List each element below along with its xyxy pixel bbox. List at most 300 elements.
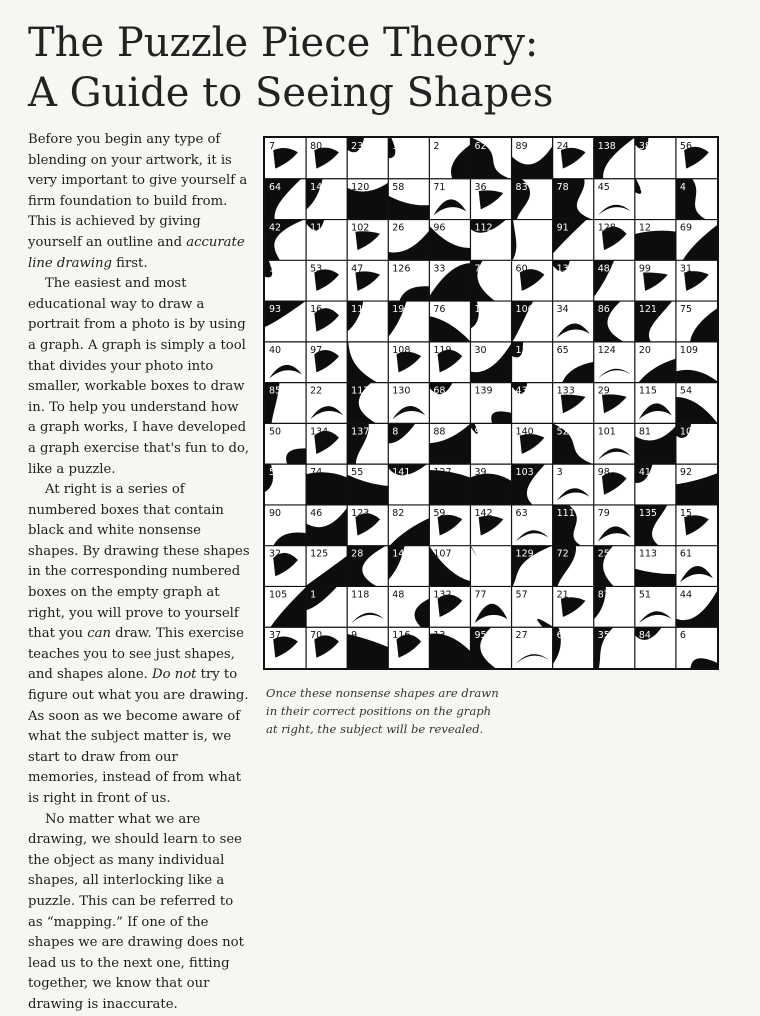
cell-number: 31: [679, 263, 693, 275]
cell-number: 57: [515, 589, 528, 601]
puzzle-cell: [594, 586, 610, 619]
cell-number: 69: [679, 222, 693, 234]
cell-number: 62: [474, 141, 487, 152]
cell-number: 44: [679, 589, 693, 601]
cell-number: 66: [351, 344, 364, 356]
puzzle-cell: [635, 223, 676, 261]
puzzle-cell: [310, 386, 343, 420]
puzzle-cell: [269, 508, 306, 546]
cell-number: 35: [597, 630, 610, 642]
puzzle-cell: [594, 301, 624, 342]
puzzle-cell: [553, 220, 587, 254]
page-title: [28, 18, 553, 118]
cell-number: 38: [638, 141, 651, 152]
puzzle-cell: [516, 589, 553, 627]
puzzle-cell: [429, 223, 470, 261]
cell-number: 4: [679, 181, 686, 193]
puzzle-cell: [516, 426, 545, 454]
nonsense-shape: [635, 569, 676, 587]
puzzle-cell: [553, 546, 576, 587]
cell-number: 96: [433, 222, 446, 234]
cell-number: 91: [556, 222, 569, 234]
puzzle-cell: [470, 220, 506, 234]
cell-number: 117: [351, 385, 370, 397]
puzzle-cell: [347, 546, 386, 587]
puzzle-cell: [638, 345, 676, 383]
cell-number: 68: [433, 385, 446, 397]
cell-number: 47: [351, 263, 364, 275]
puzzle-cell: [310, 141, 339, 169]
puzzle-cell: [310, 630, 339, 658]
puzzle-cell: [470, 343, 511, 383]
puzzle-cell: [676, 467, 717, 505]
cell-number: 21: [556, 589, 569, 601]
cell-number: 90: [269, 507, 282, 519]
puzzle-cell: [433, 141, 470, 179]
cell-number: 50: [269, 426, 282, 438]
nonsense-shape: [273, 532, 306, 545]
puzzle-cell: [474, 508, 503, 536]
cell-number: 24: [556, 141, 569, 152]
cell-number: 110: [310, 222, 329, 234]
nonsense-shape: [433, 199, 466, 215]
puzzle-cell: [433, 508, 462, 536]
nonsense-shape: [475, 604, 508, 623]
puzzle-cell: [347, 182, 388, 220]
cell-number: 137: [351, 426, 370, 438]
cell-number: 84: [638, 630, 651, 642]
puzzle-cell: [347, 630, 388, 668]
puzzle-cell: [429, 424, 470, 465]
paragraph-1-emphasis: accurate line drawing: [28, 234, 245, 271]
cell-number: 23: [351, 141, 364, 152]
cell-number: 102: [351, 222, 370, 234]
cell-number: 141: [392, 467, 411, 479]
puzzle-cell: [306, 508, 347, 546]
puzzle-cell: [598, 426, 631, 460]
puzzle-cell: [347, 342, 377, 383]
cell-number: 72: [556, 548, 569, 560]
puzzle-cell: [512, 301, 534, 342]
cell-number: 98: [597, 467, 610, 479]
puzzle-cell: [676, 179, 706, 220]
cell-number: 60: [515, 263, 528, 275]
cell-number: 133: [556, 385, 575, 397]
nonsense-shape: [479, 190, 504, 209]
cell-number: 112: [474, 222, 493, 234]
nonsense-shape: [635, 231, 676, 261]
cell-number: 28: [351, 548, 364, 560]
cell-number: 9: [351, 630, 358, 642]
cell-number: 67: [556, 630, 569, 642]
nonsense-shape: [690, 658, 717, 668]
puzzle-cell: [557, 589, 586, 617]
cell-number: 92: [679, 467, 693, 479]
puzzle-cell: [310, 426, 339, 454]
puzzle-cell: [598, 345, 631, 379]
cell-number: 140: [515, 426, 534, 438]
puzzle-cell: [557, 345, 594, 383]
puzzle-cell: [512, 383, 528, 397]
cell-number: 119: [433, 344, 452, 356]
cell-number: 78: [556, 181, 569, 193]
cell-number: 131: [556, 263, 575, 275]
cell-number: 71: [433, 181, 446, 193]
cell-number: 83: [515, 181, 528, 193]
puzzle-cell: [347, 301, 369, 332]
cell-number: 113: [638, 548, 657, 560]
puzzle-cell: [512, 179, 531, 220]
nonsense-shape: [429, 316, 470, 342]
puzzle-cell: [680, 630, 717, 668]
puzzle-cell: [594, 546, 614, 587]
puzzle-cell: [635, 301, 672, 342]
puzzle-cell: [433, 345, 462, 373]
cell-number: 123: [351, 507, 370, 519]
cell-number: 97: [310, 344, 323, 356]
puzzle-cell: [680, 223, 717, 261]
cell-number: 53: [310, 263, 323, 275]
cell-number: 7: [269, 141, 276, 152]
puzzle-cell: [635, 627, 662, 641]
nonsense-shape: [676, 397, 717, 423]
puzzle-cell: [392, 630, 421, 658]
puzzle-cell: [594, 138, 634, 179]
puzzle-cell: [389, 508, 429, 546]
nonsense-shape: [602, 394, 627, 413]
cell-number: 51: [638, 589, 651, 601]
cell-number: 108: [392, 344, 411, 356]
puzzle-cell: [265, 179, 301, 220]
cell-number: 52: [556, 426, 569, 438]
puzzle-cell: [265, 260, 281, 277]
puzzle-cell: [474, 386, 511, 424]
puzzle-cell: [676, 345, 717, 383]
puzzle-cell: [470, 260, 495, 301]
puzzle-cell: [265, 301, 306, 327]
puzzle-cell: [351, 508, 380, 536]
puzzle-cell: [557, 141, 586, 169]
cell-number: 17: [474, 548, 487, 560]
nonsense-shape: [598, 526, 631, 541]
puzzle-cell: [516, 508, 549, 542]
cell-number: 20: [638, 344, 651, 356]
nonsense-shape: [537, 619, 552, 627]
puzzle-cell: [392, 386, 425, 420]
puzzle-cell: [429, 263, 470, 301]
puzzle-cell: [557, 386, 586, 414]
puzzle-cell: [553, 179, 593, 220]
puzzle-cell: [598, 223, 627, 251]
cell-number: 37: [269, 630, 282, 642]
puzzle-cell: [598, 386, 627, 414]
cell-number: 81: [638, 426, 651, 438]
paragraph-3: [28, 480, 250, 810]
cell-number: 6: [679, 630, 686, 642]
puzzle-cell: [516, 263, 545, 291]
nonsense-shape: [310, 406, 343, 419]
puzzle-cell: [388, 546, 410, 580]
puzzle-cell: [388, 138, 410, 158]
cell-number: 138: [597, 141, 616, 152]
puzzle-cell: [347, 467, 388, 505]
puzzle-cell: [470, 138, 510, 179]
cell-number: 46: [310, 507, 323, 519]
cell-number: 12: [638, 222, 651, 234]
cell-number: 70: [310, 630, 323, 642]
puzzle-cell: [680, 304, 717, 342]
cell-number: 48: [392, 589, 405, 601]
puzzle-grid: [263, 136, 719, 670]
paragraph-3-middle: draw. This exercise teaches you to see just shapes, and shapes alone.: [28, 626, 244, 683]
cell-number: 129: [515, 548, 534, 560]
cell-number: 15: [679, 507, 693, 519]
nonsense-shape: [598, 205, 631, 216]
puzzle-cell: [598, 508, 631, 542]
cell-number: 103: [515, 467, 534, 479]
nonsense-shape: [269, 365, 302, 379]
puzzle-cell: [470, 627, 495, 668]
puzzle-cell: [306, 549, 347, 587]
cell-number: 114: [351, 304, 370, 316]
puzzle-cell: [429, 383, 452, 397]
cell-number: 89: [515, 141, 528, 152]
puzzle-cell: [347, 423, 369, 464]
paragraph-1-text: Before you begin any type of blending on your artwork, it is very important to give yourself a firm foundation to build from. This is achieved by giving yourself an outline and: [28, 132, 248, 250]
puzzle-cell: [269, 426, 306, 464]
nonsense-shape: [491, 411, 511, 423]
nonsense-shape: [639, 403, 672, 419]
puzzle-cell: [639, 263, 668, 291]
paragraph-1: [28, 130, 250, 274]
nonsense-shape: [516, 654, 549, 664]
cell-number: 36: [474, 181, 487, 193]
cell-number: 86: [597, 304, 610, 316]
puzzle-cell: [265, 464, 275, 492]
cell-number: 121: [638, 304, 657, 316]
paragraph-2: The easiest and most educational way to draw a portrait from a photo is by using a graph. A graph is simply a tool that divides your photo into smaller, workable boxes to draw in. To help you understand how a graph works, I have developed a graph exercise that's fun to do, like a puzzle.: [28, 276, 250, 477]
puzzle-cell: [306, 220, 328, 234]
cell-number: 41: [638, 467, 651, 479]
puzzle-cell: [557, 304, 590, 338]
nonsense-shape: [562, 362, 594, 383]
puzzle-cell: [310, 345, 339, 373]
cell-number: 76: [433, 304, 446, 316]
cell-number: 132: [433, 589, 452, 601]
cell-number: 109: [679, 344, 699, 356]
puzzle-cell: [553, 260, 575, 274]
cell-number: 94: [474, 426, 487, 438]
nonsense-shape: [638, 359, 676, 383]
puzzle-cell: [388, 182, 429, 220]
puzzle-cell: [553, 505, 581, 546]
puzzle-cell: [388, 223, 429, 261]
cell-number: 122: [474, 304, 493, 316]
puzzle-cell: [516, 630, 549, 664]
cell-number: 8: [392, 426, 399, 438]
puzzle-cell: [680, 263, 709, 291]
puzzle-cell: [553, 627, 569, 664]
cell-number: 101: [597, 426, 616, 438]
puzzle-cell: [351, 223, 380, 251]
nonsense-shape: [388, 196, 429, 220]
puzzle-cell: [635, 549, 676, 587]
cell-number: 3: [556, 467, 563, 479]
puzzle-cell: [429, 467, 470, 505]
title-line-1: The Puzzle Piece Theory:: [28, 20, 539, 66]
cell-number: 73: [474, 263, 487, 275]
nonsense-shape: [557, 488, 590, 501]
cell-number: 142: [474, 507, 493, 519]
puzzle-cell: [392, 589, 429, 627]
puzzle-cell: [557, 467, 590, 501]
paragraph-1-end: first.: [111, 255, 148, 271]
puzzle-cell: [635, 505, 668, 546]
cell-number: 29: [597, 385, 610, 397]
puzzle-cell: [676, 423, 692, 438]
nonsense-shape: [388, 230, 429, 260]
paragraph-3-emphasis-can: can: [87, 626, 111, 642]
cell-number: 82: [392, 507, 405, 519]
cell-number: 106: [515, 304, 534, 316]
nonsense-shape: [306, 556, 347, 587]
title-line-2: A Guide to Seeing Shapes: [28, 70, 554, 116]
cell-number: 127: [433, 467, 452, 479]
cell-number: 111: [556, 507, 575, 519]
nonsense-shape: [561, 395, 586, 414]
puzzle-cell: [470, 423, 486, 437]
puzzle-cell: [269, 141, 298, 169]
cell-number: 14: [310, 181, 323, 193]
puzzle-cell: [310, 304, 339, 332]
puzzle-cell: [347, 383, 376, 424]
puzzle-cell: [512, 464, 546, 505]
puzzle-cell: [347, 138, 364, 152]
nonsense-shape: [598, 369, 631, 379]
puzzle-cell: [351, 263, 380, 291]
cell-number: 95: [474, 630, 487, 642]
puzzle-cell: [474, 182, 503, 210]
cell-number: 80: [310, 141, 323, 152]
puzzle-cell: [474, 589, 507, 623]
cell-number: 33: [433, 263, 446, 275]
puzzle-cell: [429, 546, 470, 586]
cell-number: 115: [638, 385, 657, 397]
puzzle-cell: [598, 182, 631, 216]
puzzle-cell: [512, 141, 553, 179]
nonsense-shape: [392, 406, 425, 419]
puzzle-cell: [306, 179, 323, 210]
cell-number: 77: [474, 589, 487, 601]
puzzle-cell: [306, 467, 347, 505]
puzzle-cell: [470, 467, 511, 505]
puzzle-cell: [269, 549, 298, 577]
puzzle-cell: [639, 386, 672, 420]
cell-number: 5: [269, 467, 276, 479]
cell-number: 130: [392, 385, 411, 397]
cell-number: 128: [597, 222, 616, 234]
cell-number: 139: [474, 385, 493, 397]
puzzle-cell: [392, 345, 421, 373]
cell-number: 40: [269, 344, 282, 356]
cell-number: 56: [679, 141, 693, 152]
cell-number: 45: [597, 181, 610, 193]
puzzle-cell: [429, 304, 470, 342]
nonsense-shape: [351, 613, 384, 623]
puzzle-cell: [680, 508, 709, 536]
nonsense-shape: [598, 448, 631, 460]
cell-number: 74: [310, 467, 323, 479]
puzzle-cell: [351, 589, 384, 623]
puzzle-cell: [676, 589, 717, 627]
cell-number: 11: [269, 263, 282, 275]
puzzle-cell: [310, 263, 339, 291]
puzzle-cell: [470, 546, 486, 560]
nonsense-shape: [451, 144, 470, 178]
cell-number: 58: [392, 181, 405, 193]
puzzle-cell: [388, 464, 427, 478]
cell-number: 120: [351, 181, 370, 193]
puzzle-cell: [676, 386, 717, 424]
puzzle-cell: [265, 220, 304, 261]
figure-caption: Once these nonsense shapes are drawn in their correct positions on the graph at right, the subject will be revealed.: [266, 686, 499, 736]
puzzle-cell: [433, 182, 466, 216]
nonsense-shape: [399, 286, 429, 301]
cell-number: 16: [310, 304, 323, 316]
puzzle-cell: [429, 630, 470, 668]
cell-number: 30: [474, 344, 487, 356]
cell-number: 18: [515, 222, 528, 234]
cell-number: 124: [597, 344, 616, 356]
cell-number: 105: [269, 589, 288, 601]
puzzle-cell: [635, 179, 657, 194]
cell-number: 116: [392, 630, 411, 642]
cell-number: 13: [433, 630, 446, 642]
cell-number: 126: [392, 263, 411, 275]
puzzle-cell: [269, 345, 302, 379]
cell-number: 64: [269, 181, 282, 193]
cell-number: 26: [392, 222, 405, 234]
puzzle-cell: [594, 627, 614, 668]
cell-number: 59: [433, 507, 446, 519]
cell-number: 54: [679, 385, 693, 397]
puzzle-cell: [388, 301, 406, 337]
cell-number: 75: [679, 304, 693, 316]
nonsense-shape: [355, 231, 380, 250]
cell-number: 55: [351, 467, 364, 479]
cell-number: 22: [310, 385, 323, 397]
cell-number: 85: [269, 385, 282, 397]
cell-number: 93: [269, 304, 282, 316]
cell-number: 48: [597, 263, 610, 275]
cell-number: 99: [638, 263, 651, 275]
puzzle-cell: [635, 426, 676, 464]
nonsense-shape: [557, 324, 590, 338]
cell-number: 42: [269, 222, 282, 234]
puzzle-cell: [470, 301, 492, 329]
paragraph-3-text: At right is a series of numbered boxes that contain black and white nonsense shapes. By drawing these shapes in the corresponding numbered boxes on the empty graph at right, you will prove to yourself that you: [28, 482, 250, 642]
nonsense-shape: [415, 599, 430, 628]
puzzle-cell: [306, 586, 337, 610]
nonsense-shape: [643, 272, 668, 290]
nonsense-shape: [690, 308, 717, 341]
cell-number: 34: [556, 304, 569, 316]
puzzle-cell: [635, 464, 653, 483]
puzzle-cell: [680, 549, 713, 583]
nonsense-shape: [470, 474, 511, 505]
cell-number: 65: [556, 344, 569, 356]
cell-number: 27: [515, 630, 528, 642]
